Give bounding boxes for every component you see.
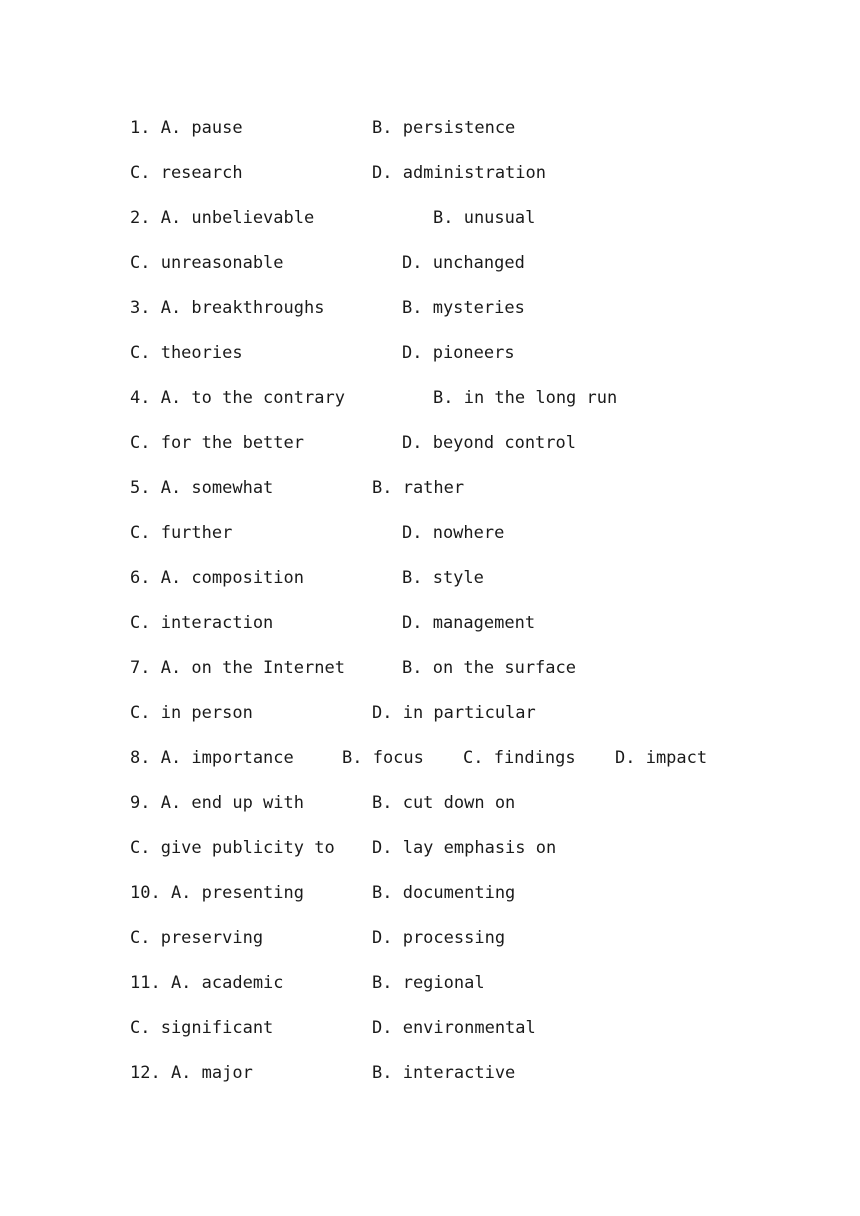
question-11-option-d: D. environmental <box>372 1018 536 1038</box>
question-2-option-c: C. unreasonable <box>130 253 284 273</box>
question-5-option-c: C. further <box>130 523 233 543</box>
question-12-option-b: B. interactive <box>372 1063 516 1083</box>
question-2-option-b: B. unusual <box>433 208 536 228</box>
question-2-option-a: 2. A. unbelievable <box>130 208 315 228</box>
question-9-option-d: D. lay emphasis on <box>372 838 557 858</box>
question-1-option-a: 1. A. pause <box>130 118 243 138</box>
question-3-option-d: D. pioneers <box>402 343 515 363</box>
question-7-option-d: D. in particular <box>372 703 536 723</box>
question-4-option-b: B. in the long run <box>433 388 618 408</box>
question-3-option-b: B. mysteries <box>402 298 525 318</box>
question-9-option-a: 9. A. end up with <box>130 793 304 813</box>
question-5-option-a: 5. A. somewhat <box>130 478 274 498</box>
question-2-option-d: D. unchanged <box>402 253 525 273</box>
question-9-option-b: B. cut down on <box>372 793 516 813</box>
question-10-option-a: 10. A. presenting <box>130 883 304 903</box>
question-1-option-b: B. persistence <box>372 118 516 138</box>
question-8-option-a: 8. A. importance <box>130 748 294 768</box>
question-6-option-a: 6. A. composition <box>130 568 304 588</box>
question-10-option-b: B. documenting <box>372 883 516 903</box>
question-5-option-b: B. rather <box>372 478 465 498</box>
question-3-option-a: 3. A. breakthroughs <box>130 298 325 318</box>
question-7-option-b: B. on the surface <box>402 658 576 678</box>
question-5-option-d: D. nowhere <box>402 523 505 543</box>
question-8-option-c: C. findings <box>463 748 576 768</box>
question-8-option-d: D. impact <box>615 748 708 768</box>
question-7-option-a: 7. A. on the Internet <box>130 658 345 678</box>
question-6-option-d: D. management <box>402 613 536 633</box>
question-6-option-c: C. interaction <box>130 613 274 633</box>
question-10-option-c: C. preserving <box>130 928 264 948</box>
question-11-option-b: B. regional <box>372 973 485 993</box>
question-10-option-d: D. processing <box>372 928 506 948</box>
question-7-option-c: C. in person <box>130 703 253 723</box>
question-4-option-a: 4. A. to the contrary <box>130 388 345 408</box>
question-1-option-c: C. research <box>130 163 243 183</box>
question-11-option-c: C. significant <box>130 1018 274 1038</box>
question-6-option-b: B. style <box>402 568 484 588</box>
question-4-option-c: C. for the better <box>130 433 304 453</box>
question-1-option-d: D. administration <box>372 163 546 183</box>
question-3-option-c: C. theories <box>130 343 243 363</box>
question-4-option-d: D. beyond control <box>402 433 576 453</box>
question-8-option-b: B. focus <box>342 748 424 768</box>
question-11-option-a: 11. A. academic <box>130 973 284 993</box>
question-9-option-c: C. give publicity to <box>130 838 335 858</box>
question-12-option-a: 12. A. major <box>130 1063 253 1083</box>
